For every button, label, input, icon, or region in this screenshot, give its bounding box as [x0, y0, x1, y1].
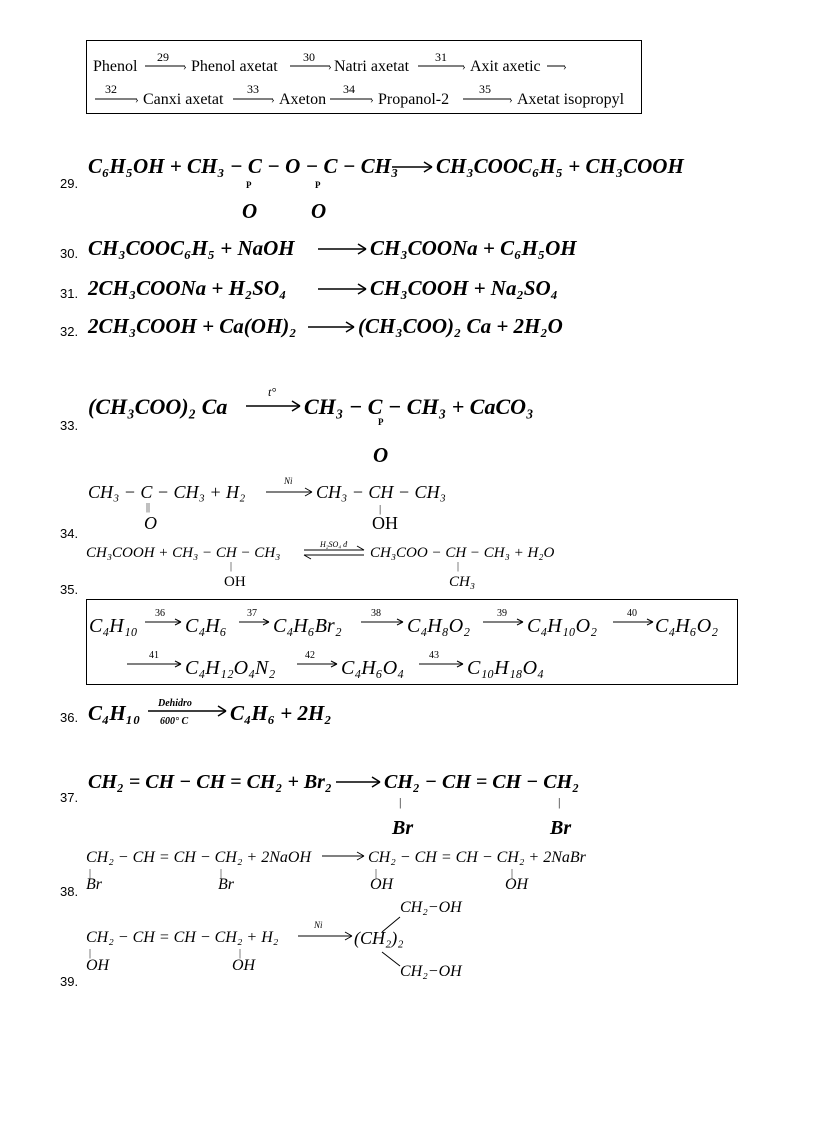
chain1-step-33: 33	[247, 82, 259, 96]
bond-mark: |	[399, 795, 402, 809]
chain2-c4h10: C₄H₁₀	[89, 615, 138, 637]
reaction-35-methyl: CH₃	[449, 574, 476, 590]
reaction-34-hydroxyl: OH	[372, 513, 398, 533]
chain1-step-31: 31	[435, 50, 447, 64]
bond-mark: |	[89, 868, 92, 879]
bond-mark: |	[379, 503, 382, 515]
reaction-29-reactants: C₆H₅OH + CH₃ − C − O − C − CH₃	[88, 154, 399, 178]
chain1-axetat-isopropyl: Axetat isopropyl	[517, 91, 625, 108]
reaction-30-reactants: CH₃COOC₆H₅ + NaOH	[88, 236, 295, 260]
reaction-38-hydroxyl-2: OH	[505, 876, 529, 893]
reaction-34-product: CH₃ − CH − CH₃	[316, 482, 446, 502]
reaction-38-bromine-1: Br	[86, 876, 102, 893]
reactions-36-37	[0, 686, 816, 846]
reaction-39-number: 39.	[60, 974, 79, 989]
arrow-head: ›	[328, 61, 332, 73]
reaction-34-number: 34.	[60, 526, 79, 541]
bond-mark: |	[511, 868, 514, 879]
chain1-natri-axetat: Natri axetat	[334, 58, 410, 75]
reaction-33-products: CH₃ − C − CH₃ + CaCO₃	[304, 394, 534, 419]
chain1-canxi-axetat: Canxi axetat	[143, 91, 224, 108]
reaction-35-hydroxyl: OH	[224, 574, 246, 590]
arrow-head: ›	[271, 94, 275, 106]
chain1-step-34: 34	[343, 82, 355, 96]
reaction-32-products: (CH₃COO)₂ Ca + 2H₂O	[358, 314, 563, 338]
chain2-c4h6br2: C₄H₆Br₂	[273, 615, 342, 637]
reaction-37-bromine-1: Br	[392, 817, 414, 839]
bond-mark: |	[220, 868, 223, 879]
bond-line	[382, 952, 400, 966]
chain2-c10h18o4: C₁₀H₁₈O₄	[467, 657, 544, 679]
reaction-37-bromine-2: Br	[550, 817, 572, 839]
chain2-step-38: 38	[371, 608, 381, 619]
double-bond-mark: P	[315, 180, 321, 190]
reaction-32-number: 32.	[60, 324, 79, 339]
chain1-axit-axetic: Axit axetic	[470, 58, 541, 75]
chain2-c4h12o4n2: C₄H₁₂O₄N₂	[185, 657, 276, 679]
double-bond-mark: P	[246, 180, 252, 190]
reaction-36-condition-top: Dehidro	[158, 698, 192, 709]
bond-mark: |	[457, 561, 460, 572]
reaction-37-number: 37.	[60, 790, 79, 805]
reaction-31-products: CH₃COOH + Na₂SO₄	[370, 276, 558, 300]
reaction-39-hydroxyl-2: OH	[232, 957, 256, 974]
chain1-phenol: Phenol	[93, 58, 138, 75]
chain2-step-43: 43	[429, 650, 439, 661]
arrow-head	[357, 546, 364, 550]
chain1-step-35: 35	[479, 82, 491, 96]
reaction-33-oxygen: O	[373, 443, 389, 467]
chain1-step-30: 30	[303, 50, 315, 64]
chain-1-svg	[87, 41, 641, 113]
reaction-36-reactant: C₄H₁₀	[88, 701, 141, 725]
reaction-chain-box-2	[86, 599, 738, 685]
reaction-38-products: CH₂ − CH = CH − CH₂ + 2NaBr	[368, 849, 586, 866]
reaction-34-reactants: CH₃ − C − CH₃ + H₂	[88, 482, 246, 502]
reaction-37-reactants: CH₂ = CH − CH = CH₂ + Br₂	[88, 771, 332, 793]
reaction-31-reactants: 2CH₃COONa + H₂SO₄	[88, 276, 287, 300]
chain2-c4h6o4: C₄H₆O₄	[341, 657, 405, 679]
chain2-step-39: 39	[497, 608, 507, 619]
reaction-31-number: 31.	[60, 286, 79, 301]
reaction-29-oxygen-2: O	[311, 199, 327, 223]
arrow-head: ›	[370, 94, 374, 106]
chain2-c4h6: C₄H₆	[185, 615, 227, 637]
arrow-head: ›	[462, 61, 466, 73]
chain2-step-41: 41	[149, 650, 159, 661]
reaction-35-catalyst: H₂SO₄ đ	[320, 540, 348, 549]
reactions-34-35	[0, 470, 816, 600]
reaction-34-oxygen: O	[144, 513, 157, 533]
reaction-30-number: 30.	[60, 246, 79, 261]
reaction-39-hydroxyl-1: OH	[86, 957, 110, 974]
chain2-step-36: 36	[155, 608, 165, 619]
reaction-38-bromine-2: Br	[218, 876, 234, 893]
arrow-head: ›	[509, 94, 513, 106]
reaction-30-products: CH₃COONa + C₆H₅OH	[370, 236, 577, 260]
bond-mark: |	[89, 948, 92, 959]
reaction-39-reactants: CH₂ − CH = CH − CH₂ + H₂	[86, 929, 279, 946]
arrow-head: ›	[563, 61, 567, 73]
bond-mark: |	[239, 948, 242, 959]
reaction-29-oxygen-1: O	[242, 199, 258, 223]
chain1-propanol-2: Propanol-2	[378, 91, 450, 108]
bond-mark: |	[230, 561, 233, 572]
reaction-38-reactants: CH₂ − CH = CH − CH₂ + 2NaOH	[86, 849, 311, 866]
reaction-35-reactants: CH₃COOH + CH₃ − CH − CH₃	[86, 545, 281, 561]
chain2-step-37: 37	[247, 608, 257, 619]
reaction-33-reactants: (CH₃COO)₂ Ca	[88, 394, 228, 419]
reaction-37-product: CH₂ − CH = CH − CH₂	[384, 771, 580, 793]
bond-mark: |	[558, 795, 561, 809]
reaction-29-number: 29.	[60, 176, 79, 191]
arrow-head: ›	[135, 94, 139, 106]
chain2-c4h6o2: C₄H₆O₂	[655, 615, 719, 637]
bond-mark: |	[375, 868, 378, 879]
double-bond-mark: P	[378, 417, 384, 427]
reaction-35-products: CH₃COO − CH − CH₃ + H₂O	[370, 545, 555, 561]
reaction-36-products: C₄H₆ + 2H₂	[230, 701, 332, 725]
arrow-head	[304, 555, 311, 559]
reaction-33-number: 33.	[60, 418, 79, 433]
chain1-phenol-axetat: Phenol axetat	[191, 58, 278, 75]
chain2-c4h10o2: C₄H₁₀O₂	[527, 615, 598, 637]
reaction-39-product-top: CH₂−OH	[400, 899, 462, 916]
reaction-39-product-bottom: CH₂−OH	[400, 963, 462, 980]
chain-2-svg	[87, 600, 737, 684]
double-bond-mark: ||	[146, 502, 151, 513]
reaction-39-catalyst: Ni	[314, 920, 323, 930]
chain2-step-40: 40	[627, 608, 637, 619]
reactions-29-33	[0, 130, 816, 470]
reaction-38-number: 38.	[60, 884, 79, 899]
reaction-29-products: CH₃COOC₆H₅ + CH₃COOH	[436, 154, 684, 178]
reaction-34-catalyst: Ni	[284, 476, 293, 486]
reaction-32-reactants: 2CH₃COOH + Ca(OH)₂	[88, 314, 297, 338]
reaction-39-product-center: (CH₂)₂	[354, 928, 404, 948]
reaction-33-condition: t°	[268, 385, 277, 399]
reaction-36-condition-bottom: 600° C	[160, 716, 189, 727]
reaction-chain-box-1	[86, 40, 642, 114]
chain1-step-32: 32	[105, 82, 117, 96]
reactions-38-39	[0, 840, 816, 1000]
reaction-38-hydroxyl-1: OH	[370, 876, 394, 893]
chain2-step-42: 42	[305, 650, 315, 661]
chain2-c4h8o2: C₄H₈O₂	[407, 615, 471, 637]
arrow-head: ›	[183, 61, 187, 73]
chain1-axeton: Axeton	[279, 91, 327, 108]
reaction-35-number: 35.	[60, 582, 79, 597]
reaction-36-number: 36.	[60, 710, 79, 725]
chain1-step-29: 29	[157, 50, 169, 64]
